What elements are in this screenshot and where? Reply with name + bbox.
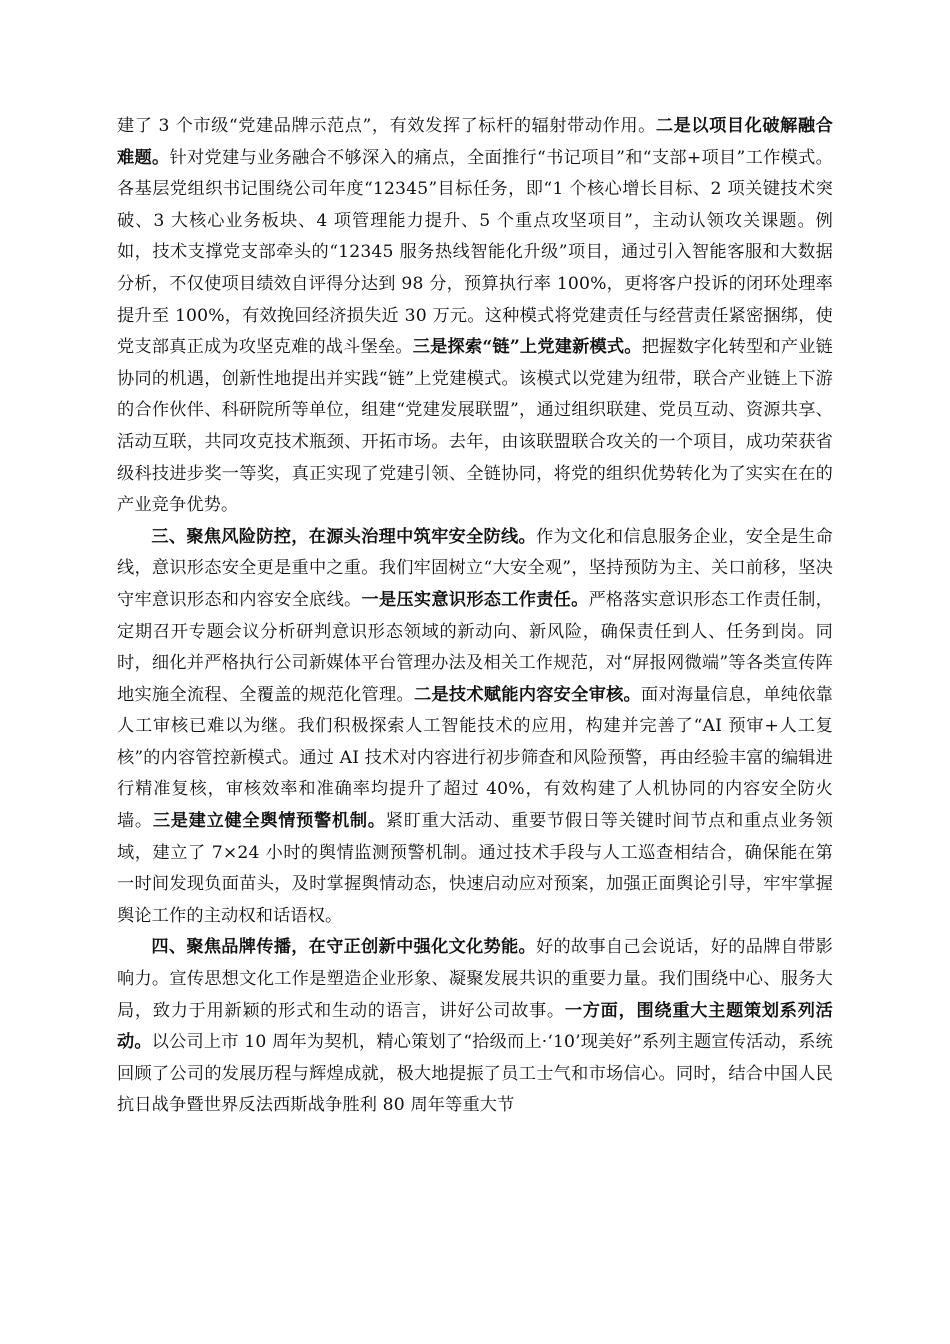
bold-heading-run: 二是以项目化破解融合难题。 [117,116,833,168]
document-body [117,111,833,1122]
bold-heading-run: 二是技术赋能内容安全审核。 [413,684,641,705]
bold-heading-run: 一是压实意识形态工作责任。 [361,589,589,610]
text-run: 把握数字化转型和产业链协同的机遇，创新性地提出并实践“链”上党建模式。该模式以党建为纽带，联合产业链上下游的合作伙伴、科研院所等单位，组建“党建发展联盟”，通过组织联建、党员互动、资源共享、活动互联，共同攻克技术瓶颈、开拓市场。去年，由该联盟联合攻关的一个项目，成功荣获省级科技进步奖一等奖，真正实现了党建引领、全链协同，将党的组织优势转化为了实实在在的产业竞争优势。 [117,337,834,516]
paragraph-brand-communication [117,932,833,1122]
paragraph-party-building-models [117,111,833,522]
text-run: 严格落实意识形态工作责任制，定期召开专题会议分析研判意识形态领域的新动向、新风险，确保责任到人、任务到岗。同时，细化并严格执行公司新媒体平台管理办法及相关工作规范，对“屏报网微端”等各类宣传阵地实施全流程、全覆盖的规范化管理。 [117,589,833,705]
bold-heading-run: 三是探索“链”上党建新模式。 [412,337,642,358]
section-heading-run: 三、聚焦风险防控，在源头治理中筑牢安全防线。 [151,526,536,547]
bold-heading-run: 一方面，围绕重大主题策划系列活动。 [117,1000,833,1053]
text-run: 面对海量信息，单纯依靠人工审核已难以为继。我们积极探索人工智能技术的应用，构建并完善了“AI 预审+人工复核”的内容管控新模式。通过 AI 技术对内容进行初步筛查和风险预警，再由经验丰富的编辑进行精准复核，审核效率和准确率均提升了超过 40%，有效构建了人机协同的内容安全防火墙。 [117,684,833,832]
text-run: 以公司上市 10 周年为契机，精心策划了“拾级而上·‘10’现美好”系列主题宣传活动，系统回顾了公司的发展历程与辉煌成就，极大地提振了员工士气和市场信心。同时，结合中国人民抗日战争暨世界反法西斯战争胜利 80 周年等重大节 [117,1032,833,1116]
text-run: 好的故事自己会说话，好的品牌自带影响力。宣传思想文化工作是塑造企业形象、凝聚发展共识的重要力量。我们围绕中心、服务大局，致力于用新颖的形式和生动的语言，讲好公司故事。 [117,937,833,1021]
text-run: 建了 3 个市级“党建品牌示范点”，有效发挥了标杆的辐射带动作用。 [117,116,656,136]
text-run: 作为文化和信息服务企业，安全是生命线，意识形态安全更是重中之重。我们牢固树立“大安全观”，坚持预防为主、关口前移，坚决守牢意识形态和内容安全底线。 [117,526,833,610]
bold-heading-run: 三是建立健全舆情预警机制。 [152,811,386,832]
text-run: 紧盯重大活动、重要节假日等关键时间节点和重点业务领域，建立了 7×24 小时的舆情监测预警机制。通过技术手段与人工巡查相结合，确保能在第一时间发现负面苗头，及时掌握舆情动态，快速启动应对预案，加强正面舆论引导，牢牢掌握舆论工作的主动权和话语权。 [117,811,833,926]
text-run: 针对党建与业务融合不够深入的痛点，全面推行“书记项目”和“支部+项目”工作模式。各基层党组织书记围绕公司年度“12345”目标任务，即“1 个核心增长目标、2 项关键技术突破、3 大核心业务板块、4 项管理能力提升、5 个重点攻坚项目”，主动认领攻关课题。例如，技术支撑党支部牵头的“12345 服务热线智能化升级”项目，通过引入智能客服和大数据分析，不仅使项目绩效自评得分达到 98 分，预算执行率 100%，更将客户投诉的闭环处理率提升至 100%，有效挽回经济损失近 30 万元。这种模式将党建责任与经营责任紧密捆绑，使党支部真正成为攻坚克难的战斗堡垒。 [117,147,833,358]
paragraph-risk-control [117,522,833,933]
section-heading-run: 四、聚焦品牌传播，在守正创新中强化文化势能。 [151,937,536,958]
